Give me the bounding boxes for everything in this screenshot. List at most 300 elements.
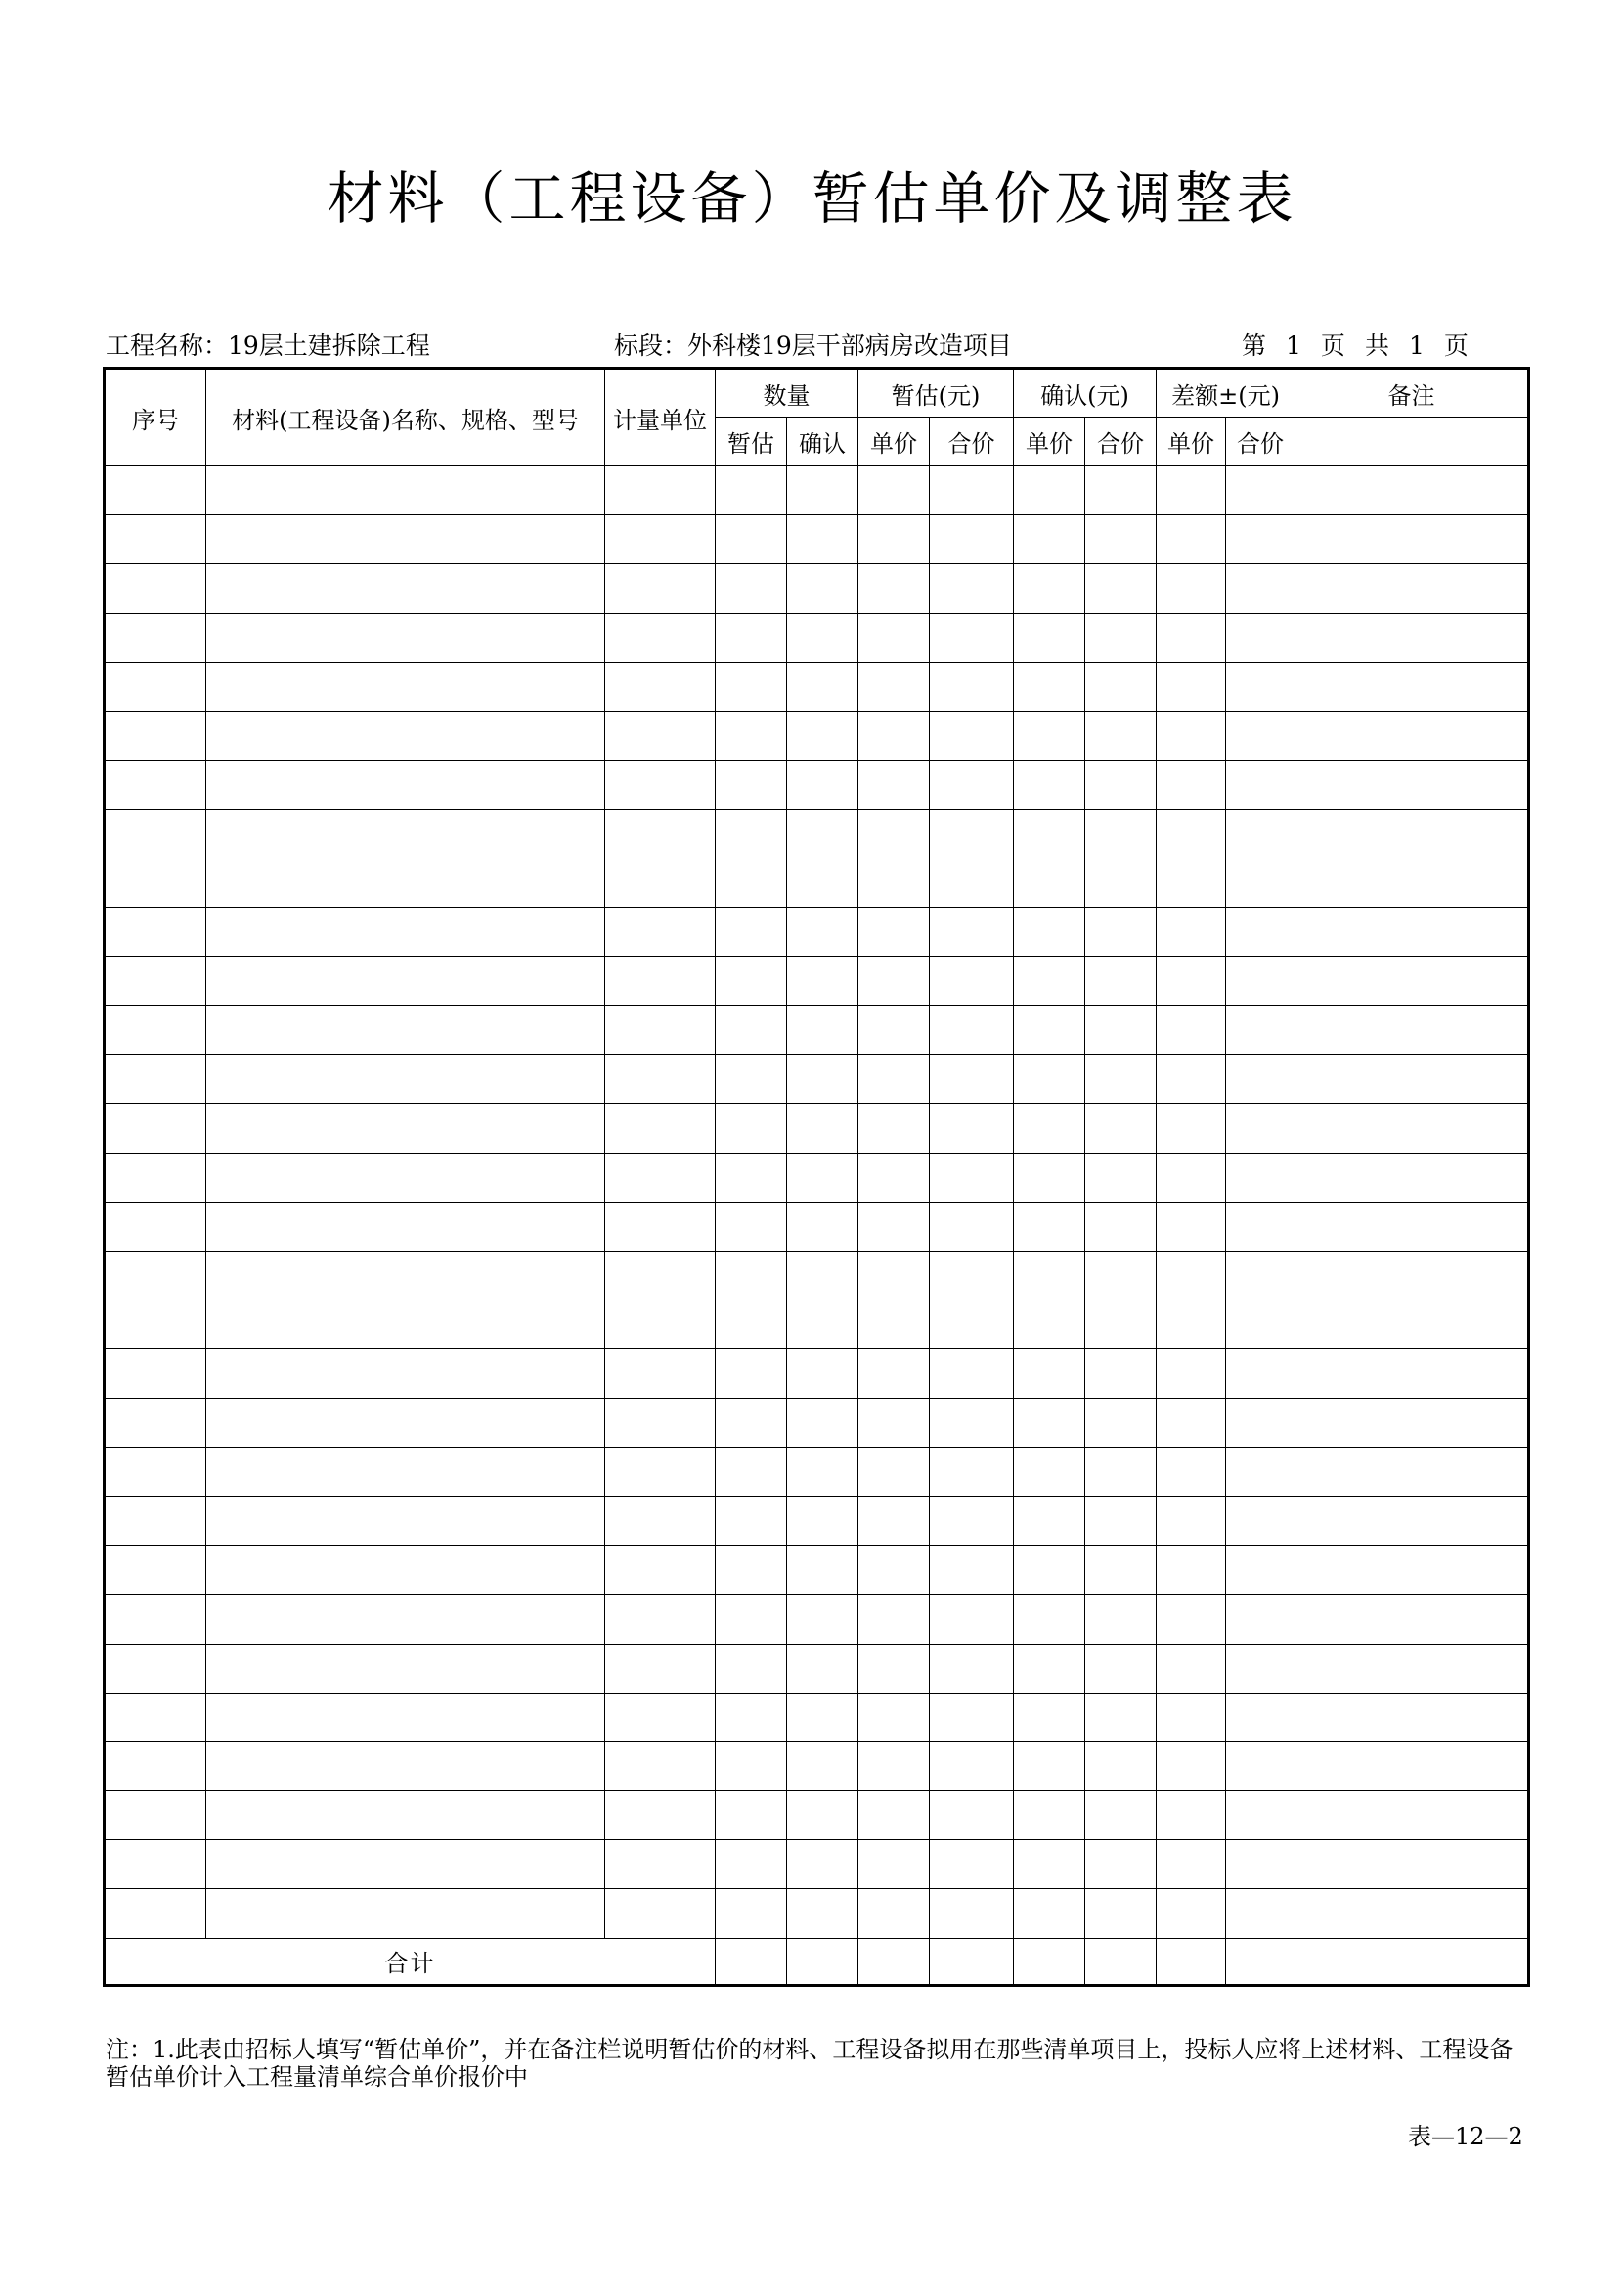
table-cell[interactable] [105,1153,206,1202]
table-cell[interactable] [206,1447,605,1496]
table-cell[interactable] [1226,1546,1295,1595]
table-cell[interactable] [1295,662,1529,711]
table-cell[interactable] [605,810,716,859]
table-cell[interactable] [605,1300,716,1349]
table-cell[interactable] [105,859,206,907]
total-cell[interactable] [1014,1938,1085,1985]
table-cell[interactable] [1014,1349,1085,1398]
table-cell[interactable] [1085,662,1157,711]
table-cell[interactable] [1295,1791,1529,1840]
table-cell[interactable] [1014,1252,1085,1300]
table-cell[interactable] [716,1889,787,1938]
table-cell[interactable] [930,1300,1014,1349]
table-cell[interactable] [858,564,930,613]
table-cell[interactable] [1157,907,1226,956]
table-cell[interactable] [1226,1889,1295,1938]
table-cell[interactable] [716,1202,787,1251]
table-cell[interactable] [1226,1447,1295,1496]
table-cell[interactable] [787,1644,858,1693]
table-cell[interactable] [105,662,206,711]
table-cell[interactable] [1295,613,1529,662]
table-cell[interactable] [1157,1693,1226,1741]
table-cell[interactable] [105,1840,206,1889]
table-cell[interactable] [1295,515,1529,564]
table-cell[interactable] [1085,1496,1157,1545]
table-cell[interactable] [716,1644,787,1693]
table-cell[interactable] [206,1644,605,1693]
table-cell[interactable] [206,1349,605,1398]
table-cell[interactable] [1226,761,1295,810]
table-cell[interactable] [1085,1693,1157,1741]
table-cell[interactable] [787,1496,858,1545]
table-cell[interactable] [1014,1300,1085,1349]
table-cell[interactable] [105,1300,206,1349]
table-cell[interactable] [1085,1644,1157,1693]
table-cell[interactable] [1295,859,1529,907]
table-cell[interactable] [1295,1055,1529,1104]
table-cell[interactable] [206,515,605,564]
table-cell[interactable] [716,810,787,859]
table-cell[interactable] [1226,613,1295,662]
table-cell[interactable] [858,956,930,1005]
table-cell[interactable] [1014,1693,1085,1741]
table-cell[interactable] [605,1546,716,1595]
table-cell[interactable] [206,1840,605,1889]
table-cell[interactable] [858,859,930,907]
table-cell[interactable] [930,1006,1014,1055]
table-cell[interactable] [1295,1006,1529,1055]
table-cell[interactable] [787,859,858,907]
table-cell[interactable] [1295,711,1529,760]
table-cell[interactable] [1226,1840,1295,1889]
table-cell[interactable] [206,1006,605,1055]
table-cell[interactable] [930,1840,1014,1889]
table-cell[interactable] [605,1252,716,1300]
table-cell[interactable] [930,515,1014,564]
table-cell[interactable] [1014,810,1085,859]
table-cell[interactable] [930,662,1014,711]
table-cell[interactable] [716,907,787,956]
table-cell[interactable] [1085,466,1157,515]
table-cell[interactable] [1226,1300,1295,1349]
table-cell[interactable] [930,810,1014,859]
table-cell[interactable] [1295,1202,1529,1251]
table-cell[interactable] [206,711,605,760]
table-cell[interactable] [206,1496,605,1545]
table-cell[interactable] [1014,1055,1085,1104]
table-cell[interactable] [605,1447,716,1496]
table-cell[interactable] [1295,1496,1529,1545]
table-cell[interactable] [206,1889,605,1938]
table-cell[interactable] [105,1055,206,1104]
table-cell[interactable] [605,711,716,760]
table-cell[interactable] [1014,466,1085,515]
table-cell[interactable] [1157,761,1226,810]
table-cell[interactable] [1014,515,1085,564]
table-cell[interactable] [206,1300,605,1349]
table-cell[interactable] [605,1741,716,1790]
table-cell[interactable] [858,613,930,662]
table-cell[interactable] [858,1741,930,1790]
table-cell[interactable] [858,662,930,711]
table-cell[interactable] [605,1104,716,1153]
table-cell[interactable] [1295,1398,1529,1447]
table-cell[interactable] [605,613,716,662]
table-cell[interactable] [930,1693,1014,1741]
table-cell[interactable] [1226,1595,1295,1644]
table-cell[interactable] [716,1840,787,1889]
table-cell[interactable] [930,1104,1014,1153]
table-cell[interactable] [1295,564,1529,613]
table-cell[interactable] [858,810,930,859]
table-cell[interactable] [1085,1447,1157,1496]
table-cell[interactable] [1157,1447,1226,1496]
table-cell[interactable] [930,466,1014,515]
table-cell[interactable] [605,1153,716,1202]
table-cell[interactable] [1226,1693,1295,1741]
table-cell[interactable] [1295,1595,1529,1644]
table-cell[interactable] [1157,1546,1226,1595]
table-cell[interactable] [1295,1300,1529,1349]
table-cell[interactable] [1085,761,1157,810]
table-cell[interactable] [787,1546,858,1595]
table-cell[interactable] [1157,956,1226,1005]
table-cell[interactable] [1295,1447,1529,1496]
table-cell[interactable] [1295,810,1529,859]
table-cell[interactable] [1295,1741,1529,1790]
table-cell[interactable] [105,1791,206,1840]
table-cell[interactable] [716,1006,787,1055]
table-cell[interactable] [206,1055,605,1104]
table-cell[interactable] [930,1055,1014,1104]
table-cell[interactable] [1157,1889,1226,1938]
table-cell[interactable] [930,1496,1014,1545]
table-cell[interactable] [206,1202,605,1251]
table-cell[interactable] [1157,662,1226,711]
table-cell[interactable] [787,761,858,810]
table-cell[interactable] [930,1791,1014,1840]
table-cell[interactable] [605,564,716,613]
table-cell[interactable] [1085,1300,1157,1349]
table-cell[interactable] [930,711,1014,760]
table-cell[interactable] [787,1300,858,1349]
table-cell[interactable] [1295,1349,1529,1398]
table-cell[interactable] [1226,711,1295,760]
table-cell[interactable] [206,907,605,956]
total-cell[interactable] [1295,1938,1529,1985]
table-cell[interactable] [605,1595,716,1644]
table-cell[interactable] [1295,1153,1529,1202]
table-cell[interactable] [605,956,716,1005]
table-cell[interactable] [858,1104,930,1153]
table-cell[interactable] [787,1447,858,1496]
table-cell[interactable] [716,662,787,711]
table-cell[interactable] [1085,1791,1157,1840]
table-cell[interactable] [1085,515,1157,564]
table-cell[interactable] [858,1300,930,1349]
table-cell[interactable] [206,662,605,711]
table-cell[interactable] [1014,1546,1085,1595]
table-cell[interactable] [1014,1398,1085,1447]
table-cell[interactable] [105,1104,206,1153]
table-cell[interactable] [1226,1153,1295,1202]
table-cell[interactable] [930,1595,1014,1644]
table-cell[interactable] [206,1252,605,1300]
table-cell[interactable] [1014,1595,1085,1644]
table-cell[interactable] [787,1055,858,1104]
table-cell[interactable] [716,1153,787,1202]
table-cell[interactable] [1226,1349,1295,1398]
table-cell[interactable] [716,761,787,810]
table-cell[interactable] [930,1153,1014,1202]
table-cell[interactable] [1157,1349,1226,1398]
table-cell[interactable] [930,1398,1014,1447]
table-cell[interactable] [1085,1595,1157,1644]
table-cell[interactable] [105,1252,206,1300]
table-cell[interactable] [605,1791,716,1840]
table-cell[interactable] [930,1741,1014,1790]
table-cell[interactable] [716,1496,787,1545]
table-cell[interactable] [716,466,787,515]
table-cell[interactable] [605,515,716,564]
table-cell[interactable] [605,1202,716,1251]
table-cell[interactable] [1157,564,1226,613]
table-cell[interactable] [787,1398,858,1447]
table-cell[interactable] [716,1447,787,1496]
table-cell[interactable] [858,515,930,564]
table-cell[interactable] [1157,810,1226,859]
table-cell[interactable] [105,1006,206,1055]
table-cell[interactable] [1014,1496,1085,1545]
table-cell[interactable] [1014,1644,1085,1693]
table-cell[interactable] [787,466,858,515]
table-cell[interactable] [1085,613,1157,662]
table-cell[interactable] [1295,907,1529,956]
table-cell[interactable] [787,1104,858,1153]
table-cell[interactable] [787,613,858,662]
table-cell[interactable] [930,1644,1014,1693]
table-cell[interactable] [858,1055,930,1104]
table-cell[interactable] [206,466,605,515]
table-cell[interactable] [1226,466,1295,515]
table-cell[interactable] [1226,1006,1295,1055]
table-cell[interactable] [1014,761,1085,810]
table-cell[interactable] [105,956,206,1005]
table-cell[interactable] [1157,1496,1226,1545]
table-cell[interactable] [206,564,605,613]
table-cell[interactable] [716,859,787,907]
table-cell[interactable] [858,1006,930,1055]
table-cell[interactable] [1226,1741,1295,1790]
table-cell[interactable] [1226,1252,1295,1300]
table-cell[interactable] [1295,1693,1529,1741]
table-cell[interactable] [1014,956,1085,1005]
table-cell[interactable] [1085,1202,1157,1251]
table-cell[interactable] [1226,810,1295,859]
table-cell[interactable] [787,1202,858,1251]
table-cell[interactable] [1085,1252,1157,1300]
total-cell[interactable] [1085,1938,1157,1985]
table-cell[interactable] [105,613,206,662]
table-cell[interactable] [1085,810,1157,859]
table-cell[interactable] [1157,1398,1226,1447]
table-cell[interactable] [716,1252,787,1300]
table-cell[interactable] [930,1447,1014,1496]
table-cell[interactable] [716,1693,787,1741]
table-cell[interactable] [1226,662,1295,711]
table-cell[interactable] [787,515,858,564]
table-cell[interactable] [1295,761,1529,810]
table-cell[interactable] [787,1153,858,1202]
table-cell[interactable] [206,1398,605,1447]
table-cell[interactable] [787,1840,858,1889]
table-cell[interactable] [206,859,605,907]
table-cell[interactable] [105,1693,206,1741]
table-cell[interactable] [858,1447,930,1496]
table-cell[interactable] [787,1791,858,1840]
table-cell[interactable] [105,1546,206,1595]
table-cell[interactable] [787,662,858,711]
table-cell[interactable] [1085,1741,1157,1790]
table-cell[interactable] [206,1741,605,1790]
table-cell[interactable] [605,1693,716,1741]
table-cell[interactable] [1226,859,1295,907]
table-cell[interactable] [1226,564,1295,613]
table-cell[interactable] [1014,1153,1085,1202]
table-cell[interactable] [858,466,930,515]
table-cell[interactable] [1157,1252,1226,1300]
table-cell[interactable] [858,1595,930,1644]
table-cell[interactable] [716,1104,787,1153]
table-cell[interactable] [206,1693,605,1741]
table-cell[interactable] [858,1644,930,1693]
table-cell[interactable] [1157,1055,1226,1104]
table-cell[interactable] [105,1644,206,1693]
table-cell[interactable] [1157,1644,1226,1693]
table-cell[interactable] [858,1153,930,1202]
table-cell[interactable] [1157,859,1226,907]
table-cell[interactable] [858,1840,930,1889]
table-cell[interactable] [1295,956,1529,1005]
table-cell[interactable] [105,907,206,956]
table-cell[interactable] [930,1202,1014,1251]
table-cell[interactable] [930,859,1014,907]
table-cell[interactable] [787,1889,858,1938]
table-cell[interactable] [930,613,1014,662]
table-cell[interactable] [1295,1889,1529,1938]
table-cell[interactable] [930,1252,1014,1300]
table-cell[interactable] [1295,1546,1529,1595]
table-cell[interactable] [1157,1006,1226,1055]
table-cell[interactable] [206,1104,605,1153]
table-cell[interactable] [105,761,206,810]
table-cell[interactable] [605,1398,716,1447]
table-cell[interactable] [206,1595,605,1644]
table-cell[interactable] [787,1595,858,1644]
table-cell[interactable] [1014,613,1085,662]
total-cell[interactable] [1226,1938,1295,1985]
table-cell[interactable] [206,613,605,662]
table-cell[interactable] [716,613,787,662]
table-cell[interactable] [1085,907,1157,956]
table-cell[interactable] [1295,1104,1529,1153]
table-cell[interactable] [1085,1055,1157,1104]
table-cell[interactable] [105,564,206,613]
table-cell[interactable] [1157,1741,1226,1790]
table-cell[interactable] [716,1595,787,1644]
table-cell[interactable] [105,1202,206,1251]
table-cell[interactable] [206,1791,605,1840]
table-cell[interactable] [1085,1104,1157,1153]
table-cell[interactable] [1157,1202,1226,1251]
table-cell[interactable] [1014,1791,1085,1840]
table-cell[interactable] [716,515,787,564]
table-cell[interactable] [1295,1840,1529,1889]
table-cell[interactable] [930,1546,1014,1595]
table-cell[interactable] [605,1006,716,1055]
table-cell[interactable] [1014,1202,1085,1251]
table-cell[interactable] [105,1889,206,1938]
table-cell[interactable] [206,1153,605,1202]
table-cell[interactable] [858,761,930,810]
table-cell[interactable] [605,1349,716,1398]
table-cell[interactable] [1085,956,1157,1005]
table-cell[interactable] [930,956,1014,1005]
table-cell[interactable] [1226,1398,1295,1447]
table-cell[interactable] [1085,1840,1157,1889]
table-cell[interactable] [1157,515,1226,564]
table-cell[interactable] [930,1889,1014,1938]
table-cell[interactable] [1226,956,1295,1005]
table-cell[interactable] [716,1741,787,1790]
table-cell[interactable] [1014,662,1085,711]
table-cell[interactable] [605,761,716,810]
table-cell[interactable] [605,1889,716,1938]
table-cell[interactable] [105,515,206,564]
table-cell[interactable] [206,810,605,859]
table-cell[interactable] [1226,1496,1295,1545]
table-cell[interactable] [206,1546,605,1595]
table-cell[interactable] [605,1840,716,1889]
total-cell[interactable] [787,1938,858,1985]
table-cell[interactable] [716,1398,787,1447]
table-cell[interactable] [1226,1202,1295,1251]
table-cell[interactable] [1085,711,1157,760]
table-cell[interactable] [1226,1055,1295,1104]
table-cell[interactable] [605,1644,716,1693]
table-cell[interactable] [787,907,858,956]
total-cell[interactable] [930,1938,1014,1985]
table-cell[interactable] [858,1496,930,1545]
table-cell[interactable] [1085,1006,1157,1055]
table-cell[interactable] [1295,1644,1529,1693]
table-cell[interactable] [105,1447,206,1496]
table-cell[interactable] [930,907,1014,956]
total-cell[interactable] [716,1938,787,1985]
table-cell[interactable] [787,711,858,760]
table-cell[interactable] [605,859,716,907]
table-cell[interactable] [787,956,858,1005]
table-cell[interactable] [206,761,605,810]
table-cell[interactable] [1295,466,1529,515]
table-cell[interactable] [858,907,930,956]
table-cell[interactable] [716,1055,787,1104]
table-cell[interactable] [858,1693,930,1741]
table-cell[interactable] [1226,515,1295,564]
table-cell[interactable] [105,1398,206,1447]
table-cell[interactable] [787,1741,858,1790]
table-cell[interactable] [1226,1104,1295,1153]
